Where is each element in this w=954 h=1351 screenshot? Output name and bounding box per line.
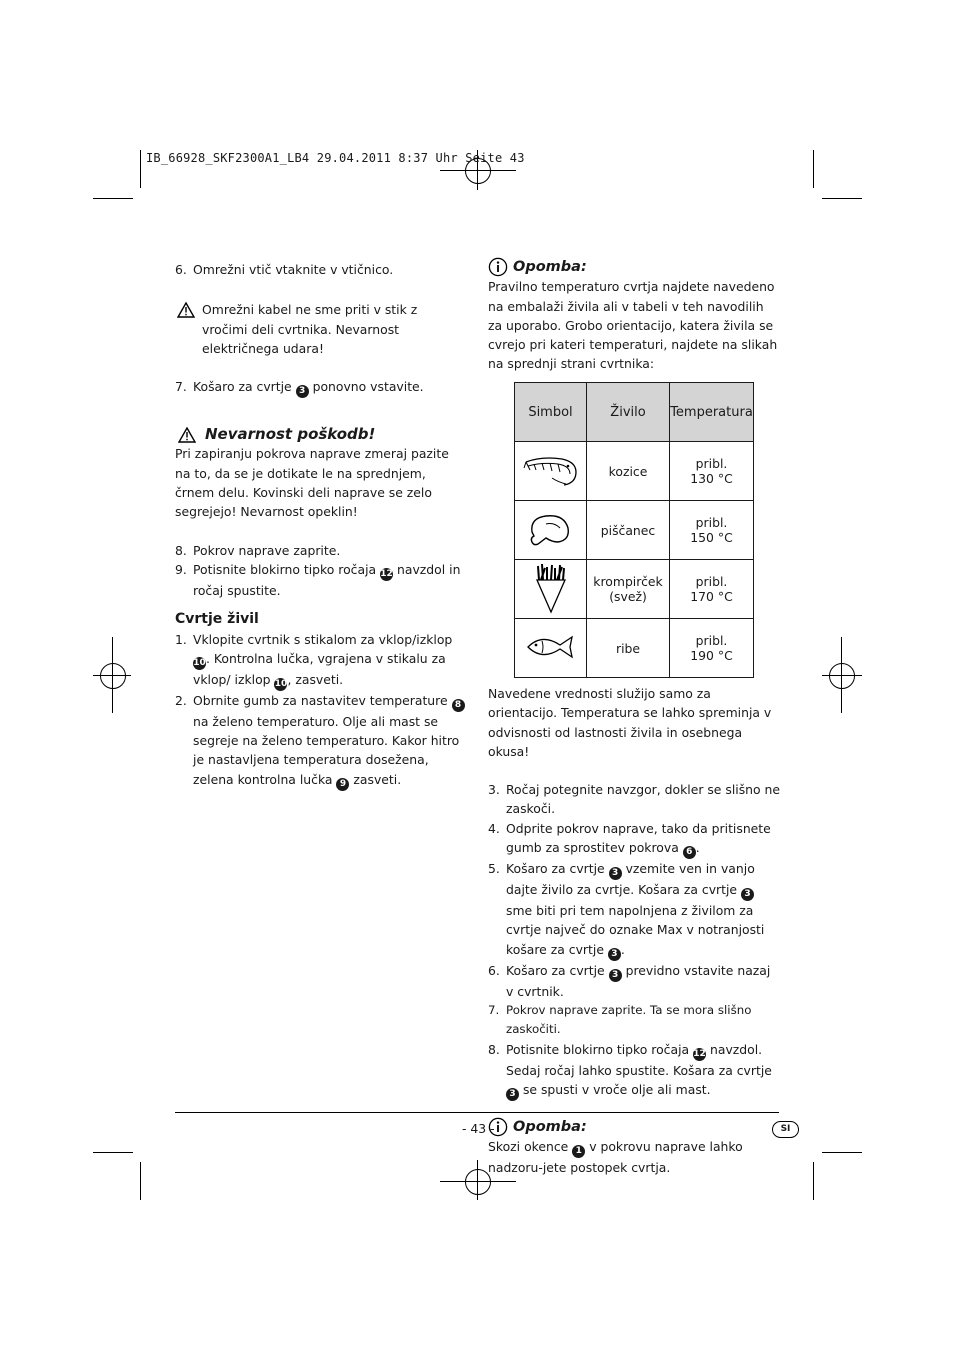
food-cell: ribe bbox=[587, 619, 670, 678]
ref-number: 3 bbox=[741, 888, 754, 901]
table-row bbox=[515, 619, 754, 678]
note-text: Pravilno temperaturo cvrtja najdete navedeno na embalaži živila ali v tabeli v teh navodilih za uporabo. Grobo orientacijo, katera živila se cvrejo pri kateri temperaturi, najdete na slikah na sprednji strani cvrtnika: bbox=[488, 279, 778, 372]
step-7: 7. Košaro za cvrtje 3 ponovno vstavite. bbox=[175, 379, 424, 397]
table-header: Simbol bbox=[515, 383, 587, 442]
table-header: Temperatura bbox=[670, 383, 754, 442]
ref-number: 9 bbox=[336, 778, 349, 791]
note-heading: Opomba: bbox=[488, 258, 780, 277]
temp-cell: pribl. 170 °C bbox=[670, 560, 754, 619]
step-8: 8. Pokrov naprave zaprite. bbox=[175, 542, 341, 558]
food-cell: kozice bbox=[587, 442, 670, 501]
warning-icon bbox=[177, 302, 195, 318]
fry-step-1: 1. Vklopite cvrtnik s stikalom za vklop/izklop 10. Kontrolna lučka, vgrajena v stikalu za vklop/ izklop 10, zasveti. bbox=[175, 631, 453, 689]
ref-number: 6 bbox=[683, 846, 696, 859]
crop-mark bbox=[822, 675, 862, 676]
fry-step-2: 2. Obrnite gumb za nastavitev temperature 8 na želeno temperaturo. Olje ali mast se segreje na želeno temperaturo. Kakor hitro je nastavljena temperatura dosežena, zelena kontrolna lučka 9 zasveti. bbox=[175, 691, 465, 791]
ref-number: 3 bbox=[296, 385, 309, 398]
step-8: 8. Potisnite blokirno tipko ročaja 12 navzdol. Sedaj ročaj lahko spustite. Košara za cvrtje 3 se spusti v vroče olje ali mast. bbox=[488, 1041, 772, 1099]
page-number: - 43 - bbox=[462, 1121, 495, 1136]
ref-number: 3 bbox=[506, 1088, 519, 1101]
temp-cell: pribl. 190 °C bbox=[670, 619, 754, 678]
print-header: IB_66928_SKF2300A1_LB4 29.04.2011 8:37 Uhr Seite 43 bbox=[146, 151, 525, 165]
language-badge: SI bbox=[772, 1121, 799, 1138]
step-6: 6. Košaro za cvrtje 3 previdno vstavite nazaj v cvrtnik. bbox=[488, 962, 771, 999]
step-3: 3. Ročaj potegnite navzgor, dokler se slišno ne zaskoči. bbox=[488, 782, 781, 817]
ref-number: 1 bbox=[572, 1145, 585, 1158]
section-heading: Cvrtje živil bbox=[175, 611, 259, 628]
note-heading: Opomba: bbox=[488, 1118, 780, 1137]
registration-mark bbox=[100, 663, 126, 689]
crop-mark bbox=[93, 1152, 133, 1153]
damage-warning-text: Pri zapiranju pokrova naprave zmeraj pazite na to, da se je dotikate le na sprednjem, črnem delu. Kovinski deli naprave se zelo segrejejo! Nevarnost opeklin! bbox=[175, 446, 449, 520]
crop-mark bbox=[140, 150, 141, 188]
crop-mark bbox=[93, 675, 131, 676]
frying-table bbox=[514, 382, 754, 678]
note-text-2: Skozi okence 1 v pokrovu naprave lahko nadzoru-jete postopek cvrtja. bbox=[488, 1139, 743, 1176]
crop-mark bbox=[477, 1160, 478, 1200]
ref-number: 3 bbox=[608, 948, 621, 961]
warning-electric: Omrežni kabel ne sme priti v stik z vročimi deli cvrtnika. Nevarnost električnega udara! bbox=[175, 300, 465, 358]
fish-icon bbox=[524, 631, 578, 663]
step-7: 7. Pokrov naprave zaprite. Ta se mora slišno zaskočiti. bbox=[488, 1002, 752, 1037]
crop-mark bbox=[813, 1162, 814, 1200]
after-table-text: Navedene vrednosti služijo samo za orientacijo. Temperatura se lahko spreminja v odvisnosti od lastnosti živila in osebnega okusa! bbox=[488, 686, 772, 759]
damage-warning-heading: Nevarnost poškodb! bbox=[175, 425, 465, 444]
food-cell: krompirček (svež) bbox=[587, 560, 670, 619]
temp-cell: pribl. 130 °C bbox=[670, 442, 754, 501]
crop-mark bbox=[440, 1181, 516, 1182]
warning-icon bbox=[178, 427, 196, 443]
table-header: Živilo bbox=[587, 383, 670, 442]
ref-number: 12 bbox=[693, 1048, 706, 1059]
fries-icon bbox=[531, 562, 571, 614]
table-row bbox=[515, 560, 754, 619]
shrimp-icon bbox=[522, 450, 580, 490]
step-6: 6. Omrežni vtič vtaknite v vtičnico. bbox=[175, 262, 394, 277]
crop-mark bbox=[813, 150, 814, 188]
right-column-lower bbox=[488, 684, 780, 1177]
crop-mark bbox=[822, 1152, 862, 1153]
info-icon bbox=[488, 257, 508, 277]
ref-number: 10 bbox=[193, 657, 206, 668]
ref-number: 3 bbox=[609, 867, 622, 880]
crop-mark bbox=[822, 198, 862, 199]
right-column bbox=[488, 258, 780, 374]
step-4: 4. Odprite pokrov naprave, tako da pritisnete gumb za sprostitev pokrova 6 . bbox=[488, 820, 771, 858]
registration-mark bbox=[829, 663, 855, 689]
ref-number: 3 bbox=[609, 969, 622, 982]
table-row bbox=[515, 501, 754, 560]
crop-mark bbox=[440, 170, 516, 171]
food-cell: piščanec bbox=[587, 501, 670, 560]
table-row bbox=[515, 442, 754, 501]
step-5: 5. Košaro za cvrtje 3 vzemite ven in vanjo dajte živilo za cvrtje. Košara za cvrtje 3 sme biti pri tem napolnjena z živilom za cvrtje največ do oznake Max v notranjosti košare za cvrtje 3 . bbox=[488, 861, 765, 959]
chicken-leg-icon bbox=[524, 508, 578, 550]
ref-number: 8 bbox=[452, 699, 465, 712]
crop-mark bbox=[140, 1162, 141, 1200]
step-9: 9. Potisnite blokirno tipko ročaja 12 navzdol in ročaj spustite. bbox=[175, 561, 461, 598]
ref-number: 12 bbox=[380, 568, 393, 579]
left-column bbox=[175, 260, 465, 791]
crop-mark bbox=[93, 198, 133, 199]
ref-number: 10 bbox=[274, 678, 288, 689]
temp-cell: pribl. 150 °C bbox=[670, 501, 754, 560]
footer-rule bbox=[175, 1112, 779, 1113]
